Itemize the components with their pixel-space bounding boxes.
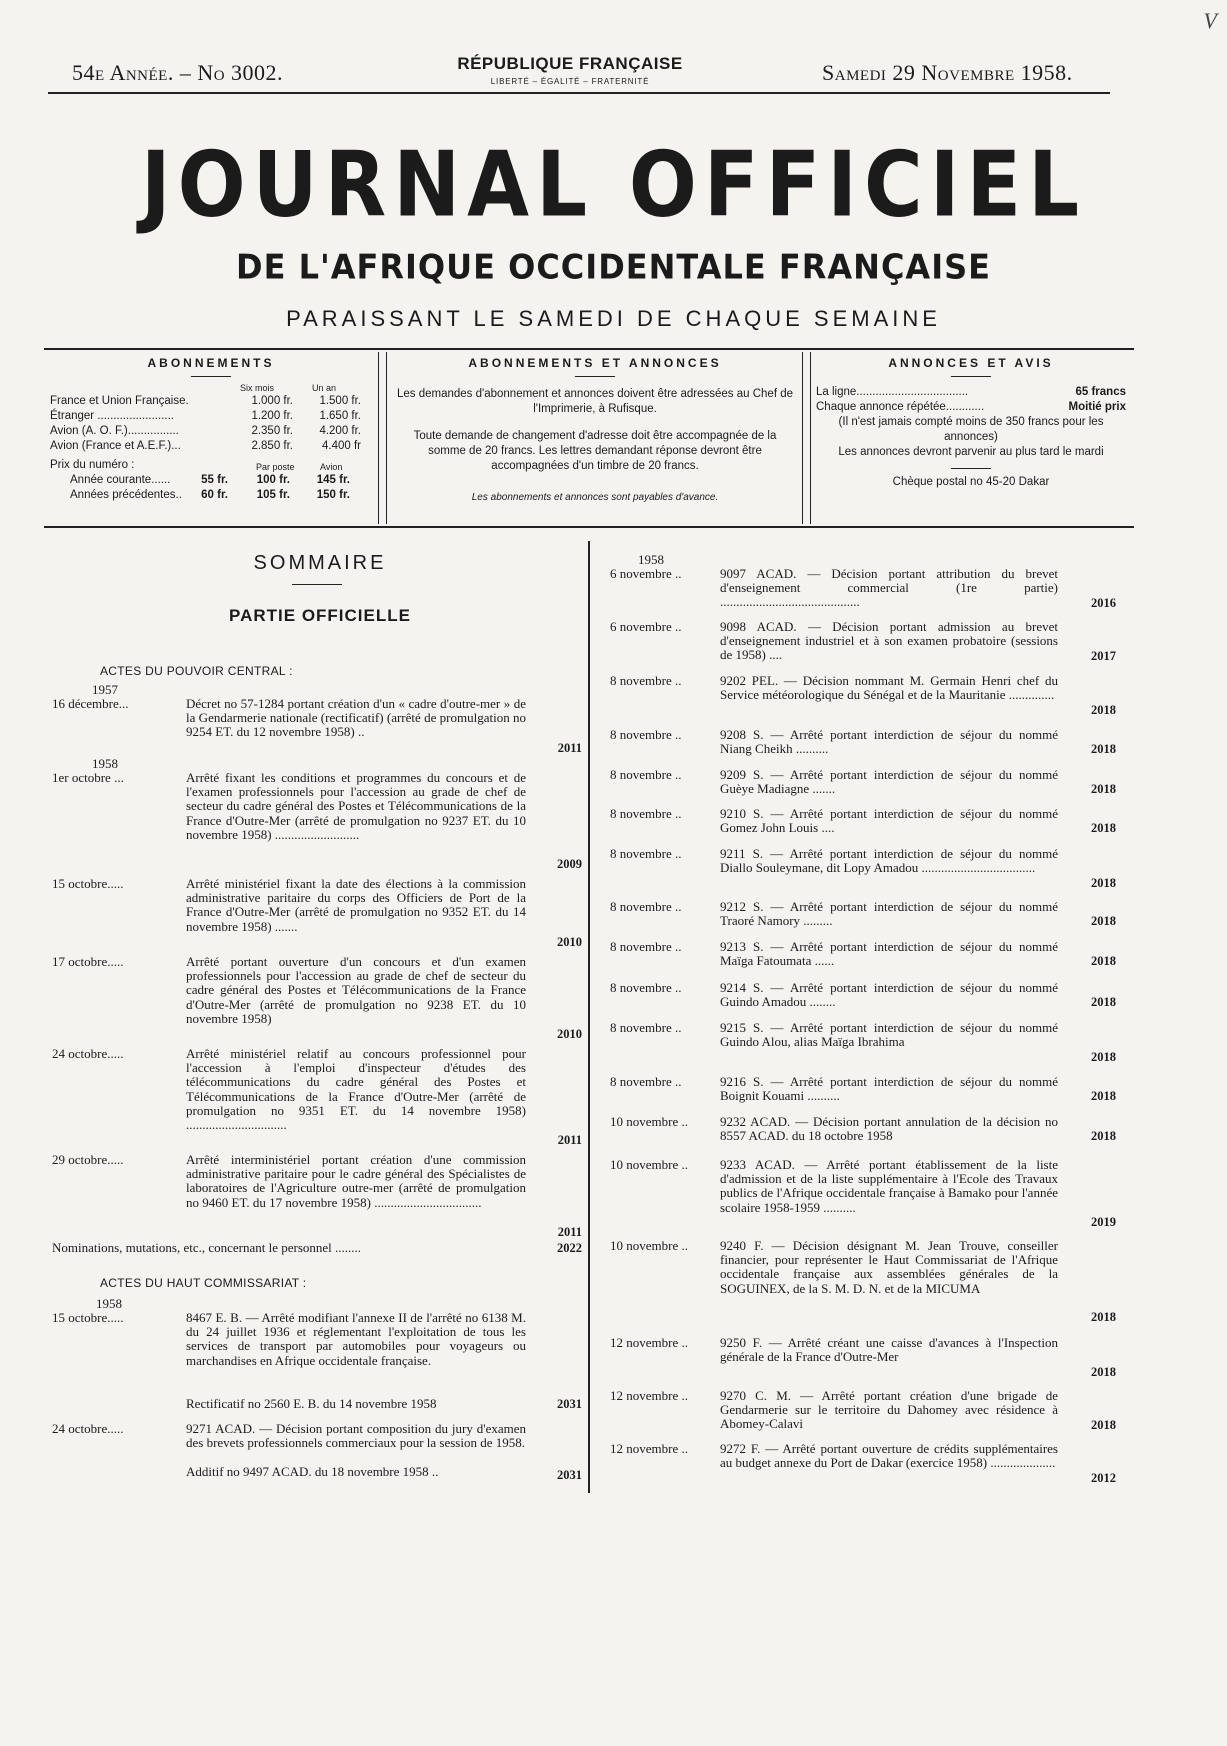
republic-title: RÉPUBLIQUE FRANÇAISE xyxy=(457,54,683,73)
entry-text: 8467 E. B. — Arrêté modifiant l'annexe II de l'arrêté no 6138 M. du 24 juillet 1936 et réglementant l'exploitation de tous les services de transport par automobiles pour voyageurs ou marchandises en Afrique occidentale française. xyxy=(186,1310,526,1368)
entry-page: 2022 xyxy=(557,1241,582,1255)
prix-header xyxy=(50,458,372,473)
sommaire-entry xyxy=(610,768,1130,798)
col-avion: Avion xyxy=(320,462,343,472)
entry-page: 2018 xyxy=(1091,782,1116,796)
entry-date: 15 octobre..... xyxy=(52,876,124,891)
year-label: 1957 xyxy=(92,682,118,697)
republic-motto: LIBERTÉ – ÉGALITÉ – FRATERNITÉ xyxy=(490,77,650,86)
sommaire-entry xyxy=(610,981,1130,1011)
abonnements-annonces-p2: Toute demande de changement d'adresse doit être accompagnée de la somme de 20 francs. Les lettres demandant réponse devront être accompagnées d'un timbre de 20 francs. xyxy=(413,430,777,472)
entry-page: 2018 xyxy=(1091,742,1116,756)
prix-rows xyxy=(50,473,372,503)
entry-date: 12 novembre .. xyxy=(610,1388,688,1403)
entry-page: 2016 xyxy=(1091,596,1116,610)
sommaire-entry xyxy=(52,697,592,757)
sommaire-entry xyxy=(610,567,1130,611)
entry-page: 2018 xyxy=(1091,821,1116,835)
entry-text: 9202 PEL. — Décision nommant M. Germain Henri chef du Service météorologique du Sénégal et de la Mauritanie .............. xyxy=(720,673,1058,703)
entry-date: 8 novembre .. xyxy=(610,806,682,821)
entry-page: 2018 xyxy=(1091,914,1116,928)
annonces-avis-column xyxy=(816,356,1126,490)
entry-text: 9209 S. — Arrêté portant interdiction de séjour du nommé Guèye Madiagne ....... xyxy=(720,767,1058,797)
sommaire-entry xyxy=(610,1336,1130,1380)
abonnements-annonces-note: Les abonnements et annonces sont payables d'avance. xyxy=(471,492,719,503)
entry-date: 8 novembre .. xyxy=(610,846,682,861)
entry-text: Arrêté portant ouverture d'un concours et d'un examen professionnels pour l'accession au grade de chef de secteur du cadre général des Postes et Télécommunications de la France d'Outre-Mer (arrêté de promulgation no 9238 ET. du 10 novembre 1958) xyxy=(186,954,526,1026)
entry-text: 9233 ACAD. — Arrêté portant établissement de la liste d'admission et de la liste supplémentaire à l'Ecole des Travaux publics de l'Afrique occidentale française à Bamako pour l'année scolaire 1958-1959 .......... xyxy=(720,1157,1058,1215)
sommaire-rule xyxy=(292,584,342,585)
entry-text: 9240 F. — Décision désignant M. Jean Trouve, conseiller financier, pour représenter le Haut Commissariat de l'Afrique occidentale française aux assemblées générales de la SOGUINEX, de la S. M. D. N. et de la MICUMA xyxy=(720,1238,1058,1296)
col-six-mois: Six mois xyxy=(240,383,275,393)
partie-officielle: PARTIE OFFICIELLE xyxy=(229,606,411,625)
entry-page: 2018 xyxy=(1091,995,1116,1009)
year-label: 1958 xyxy=(96,1296,122,1311)
entry-date: 8 novembre .. xyxy=(610,899,682,914)
sommaire-entry xyxy=(610,940,1130,970)
entry-text: Arrêté interministériel portant création d'une commission administrative paritaire pour le cadre général des Spécialistes de laboratoires de l'Agriculture outre-mer (arrêté de promulgation no 9460 ET. du 17 novembre 1958) ................................. xyxy=(186,1152,526,1210)
entry-page: 2018 xyxy=(1091,1129,1116,1143)
journal-subtitle: DE L'AFRIQUE OCCIDENTALE FRANÇAISE xyxy=(236,247,991,287)
entry-date: 12 novembre .. xyxy=(610,1441,688,1456)
col-un-an: Un an xyxy=(312,383,337,393)
sommaire-entry xyxy=(52,1311,592,1421)
heading-rule xyxy=(951,376,991,377)
abonnement-row: France et Union Française. 1.000 fr. 1.500 fr. xyxy=(50,395,361,407)
entry-text: 9232 ACAD. — Décision portant annulation de la décision no 8557 ACAD. du 18 octobre 1958 xyxy=(720,1114,1058,1144)
sommaire-entry xyxy=(610,1442,1130,1486)
sommaire-entry xyxy=(610,674,1130,718)
entry-text: Décret no 57-1284 portant création d'un « cadre d'outre-mer » de la Gendarmerie nationale (rectificatif) (arrêté de promulgation no 9254 ET. du 12 novembre 1958) .. xyxy=(186,696,526,740)
annonces-avis-heading: ANNONCES ET AVIS xyxy=(888,356,1054,370)
entry-date: 8 novembre .. xyxy=(610,980,682,995)
repetee-label: Chaque annonce répétée............ xyxy=(816,401,985,413)
annonces-note2: Les annonces devront parvenir au plus tard le mardi xyxy=(838,446,1104,458)
sommaire-heading: SOMMAIRE xyxy=(253,552,387,574)
entry-page: 2018 xyxy=(1091,703,1116,717)
abonnements-column xyxy=(50,356,372,503)
heading-rule xyxy=(951,468,991,469)
repetee-value: Moitié prix xyxy=(1068,401,1126,413)
entry-text: 9211 S. — Arrêté portant interdiction de séjour du nommé Diallo Souleymane, dit Lopy Amadou ................................... xyxy=(720,846,1058,876)
year-label: 1958 xyxy=(638,552,664,567)
entry-page: 2018 xyxy=(1091,1418,1116,1432)
sommaire-entry xyxy=(52,955,592,1041)
entry-text: Arrêté ministériel fixant la date des élections à la commission administrative paritaire du corps des Officiers de Port de la France d'Outre-Mer (arrêté de promulgation no 9352 ET. du 14 novembre 1958) ....... xyxy=(186,876,526,934)
box-divider xyxy=(810,352,811,524)
entry-page: 2018 xyxy=(1091,1050,1116,1064)
year-issue: 54e Année. – No 3002. xyxy=(72,60,284,85)
box-divider xyxy=(802,352,803,524)
ligne-label: La ligne................................... xyxy=(816,386,969,398)
entry-text: 9098 ACAD. — Décision portant admission au brevet d'enseignement industriel et à son examen probatoire (sessions de 1958) .... xyxy=(720,619,1058,663)
entry-page: 2012 xyxy=(1091,1471,1116,1485)
entry-page: 2019 xyxy=(1091,1215,1116,1229)
sommaire-entry xyxy=(52,1422,592,1494)
box-divider xyxy=(386,352,387,524)
entry-page: 2018 xyxy=(1091,876,1116,890)
nominations-text: Nominations, mutations, etc., concernant le personnel ........ xyxy=(52,1240,362,1255)
entry-page: 2018 xyxy=(1091,1089,1116,1103)
sommaire-entry xyxy=(610,1021,1130,1065)
entry-text: 9250 F. — Arrêté créant une caisse d'avances à l'Inspection générale de la France d'Outre-Mer xyxy=(720,1335,1058,1365)
entry-page: 2010 xyxy=(557,935,582,949)
entry-date: 8 novembre .. xyxy=(610,939,682,954)
sommaire-entry xyxy=(52,1047,592,1147)
entry-page: 2018 xyxy=(1091,1310,1116,1324)
entry-text: 9272 F. — Arrêté portant ouverture de crédits supplémentaires au budget annexe du Port de Dakar (exercice 1958) .................... xyxy=(720,1441,1058,1471)
entry-page: 2011 xyxy=(557,1225,582,1239)
journal-title: JOURNAL OFFICIEL xyxy=(140,132,1087,237)
sommaire-entry xyxy=(610,1075,1130,1105)
heading-rule xyxy=(191,376,231,377)
entry-page: 2009 xyxy=(557,857,582,871)
abonnement-row: Étranger ........................ 1.200 fr. 1.650 fr. xyxy=(50,410,361,422)
entry-date: 17 octobre..... xyxy=(52,954,124,969)
sommaire-entry xyxy=(610,728,1130,758)
entry-page: 2010 xyxy=(557,1027,582,1041)
entry-text: 9212 S. — Arrêté portant interdiction de séjour du nommé Traoré Namory ......... xyxy=(720,899,1058,929)
sommaire-entry xyxy=(52,1153,592,1239)
section-pouvoir-central: ACTES DU POUVOIR CENTRAL : xyxy=(100,664,293,678)
sommaire-entry xyxy=(610,900,1130,930)
entry-text: 9271 ACAD. — Décision portant composition du jury d'examen des brevets professionnels commerciaux pour la session de 1958. xyxy=(186,1421,526,1451)
entry-date: 24 octobre..... xyxy=(52,1046,124,1061)
cheque-postal: Chèque postal no 45-20 Dakar xyxy=(892,476,1050,488)
entry-date: 8 novembre .. xyxy=(610,727,682,742)
abonnements-annonces-heading: ABONNEMENTS ET ANNONCES xyxy=(468,356,722,370)
entry-text: 9215 S. — Arrêté portant interdiction de séjour du nommé Guindo Alou, alias Maïga Ibrahima xyxy=(720,1020,1058,1050)
entry-text: 9208 S. — Arrêté portant interdiction de séjour du nommé Niang Cheikh .......... xyxy=(720,727,1058,757)
abonnements-annonces-p1: Les demandes d'abonnement et annonces doivent être adressées au Chef de l'Imprimerie, à Rufisque. xyxy=(396,388,794,415)
ligne-value: 65 francs xyxy=(1075,386,1126,398)
heading-rule xyxy=(575,376,615,377)
entry-date: 10 novembre .. xyxy=(610,1238,688,1253)
entry-text: Arrêté ministériel relatif au concours professionnel pour l'accession à l'emploi d'inspecteur d'études des télécommunications du cadre général des Postes et Télécommunications de la France d'Outre-Mer (arrêté de promulgation no 9351 ET. du 14 novembre 1958) ............................... xyxy=(186,1046,526,1133)
repetee-row xyxy=(816,400,1126,415)
section-haut-commissariat: ACTES DU HAUT COMMISSARIAT : xyxy=(100,1276,307,1290)
entry-date: 12 novembre .. xyxy=(610,1335,688,1350)
republic-header xyxy=(420,54,720,86)
entry-page: 2018 xyxy=(1091,954,1116,968)
sommaire-entry xyxy=(610,1239,1130,1325)
prix-row: Année courante...... 55 fr. 100 fr. 145 fr. xyxy=(70,474,350,486)
entry-page: 2018 xyxy=(1091,1365,1116,1379)
entry-text: 9213 S. — Arrêté portant interdiction de séjour du nommé Maïga Fatoumata ...... xyxy=(720,939,1058,969)
sommaire-entry xyxy=(52,771,592,871)
entry-date: 8 novembre .. xyxy=(610,1074,682,1089)
entry-date: 8 novembre .. xyxy=(610,673,682,688)
ligne-row xyxy=(816,385,1126,400)
abonnements-annonces-column xyxy=(396,356,794,505)
sommaire-entry xyxy=(610,807,1130,837)
entry-text: 9097 ACAD. — Décision portant attribution du brevet d'enseignement commercial (1re partie) ........................................... xyxy=(720,566,1058,610)
entry-date: 6 novembre .. xyxy=(610,619,682,634)
entry-text: 9270 C. M. — Arrêté portant création d'une brigade de Gendarmerie sur le territoire du Dahomey avec résidence à Abomey-Calavi xyxy=(720,1388,1058,1432)
journal-frequency: PARAISSANT LE SAMEDI DE CHAQUE SEMAINE xyxy=(286,306,941,331)
col-par-poste: Par poste xyxy=(256,462,295,472)
entry-date: 8 novembre .. xyxy=(610,767,682,782)
year-label: 1958 xyxy=(92,756,118,771)
entry-date: 10 novembre .. xyxy=(610,1157,688,1172)
nominations-entry xyxy=(52,1241,592,1257)
entry-extra: Additif no 9497 ACAD. du 18 novembre 1958 .. xyxy=(186,1464,439,1479)
entry-page: 2031 xyxy=(557,1397,582,1411)
abonnements-heading: ABONNEMENTS xyxy=(147,356,275,370)
prix-label: Prix du numéro : xyxy=(50,459,135,471)
sommaire-entry xyxy=(610,847,1130,891)
entry-page: 2031 xyxy=(557,1468,582,1482)
issue-date: Samedi 29 Novembre 1958. xyxy=(822,60,1073,85)
sommaire-entry xyxy=(610,1158,1130,1230)
abonnement-row: Avion (A. O. F.)................ 2.350 fr. 4.200 fr. xyxy=(50,425,361,437)
abonnements-col-headers xyxy=(50,383,372,394)
handwritten-corner-mark: V xyxy=(1203,8,1217,33)
annonces-note1: (Il n'est jamais compté moins de 350 francs pour les annonces) xyxy=(838,416,1104,443)
entry-date: 24 octobre..... xyxy=(52,1421,124,1436)
entry-date: 6 novembre .. xyxy=(610,566,682,581)
entry-text: 9210 S. — Arrêté portant interdiction de séjour du nommé Gomez John Louis .... xyxy=(720,806,1058,836)
entry-date: 16 décembre... xyxy=(52,696,129,711)
entry-date: 1er octobre ... xyxy=(52,770,124,785)
sommaire-entry xyxy=(610,1389,1130,1433)
abonnements-rows xyxy=(50,394,372,454)
entry-date: 10 novembre .. xyxy=(610,1114,688,1129)
entry-page: 2017 xyxy=(1091,649,1116,663)
entry-text: 9214 S. — Arrêté portant interdiction de séjour du nommé Guindo Amadou ........ xyxy=(720,980,1058,1010)
abonnement-row: Avion (France et A.E.F.)... 2.850 fr. 4.400 fr xyxy=(50,440,361,452)
entry-extra: Rectificatif no 2560 E. B. du 14 novembre 1958 xyxy=(186,1396,437,1411)
entry-text: Arrêté fixant les conditions et programmes du concours et de l'examen professionnels pour l'accession au grade de chef de secteur du cadre général des Postes et Télécommunications de la France d'Outre-Mer (arrêté de promulgation no 9237 ET. du 10 novembre 1958) .......................... xyxy=(186,770,526,842)
entry-date: 8 novembre .. xyxy=(610,1020,682,1035)
masthead-rule xyxy=(48,92,1110,94)
prix-row: Années précédentes.. 60 fr. 105 fr. 150 fr. xyxy=(70,489,350,501)
box-divider xyxy=(378,352,379,524)
sommaire-entry xyxy=(610,1115,1130,1145)
entry-date: 15 octobre..... xyxy=(52,1310,124,1325)
entry-text: 9216 S. — Arrêté portant interdiction de séjour du nommé Boignit Kouami .......... xyxy=(720,1074,1058,1104)
entry-page: 2011 xyxy=(557,741,582,755)
entry-date: 29 octobre..... xyxy=(52,1152,124,1167)
entry-page: 2011 xyxy=(557,1133,582,1147)
sommaire-entry xyxy=(52,877,592,949)
sommaire-entry xyxy=(610,620,1130,664)
